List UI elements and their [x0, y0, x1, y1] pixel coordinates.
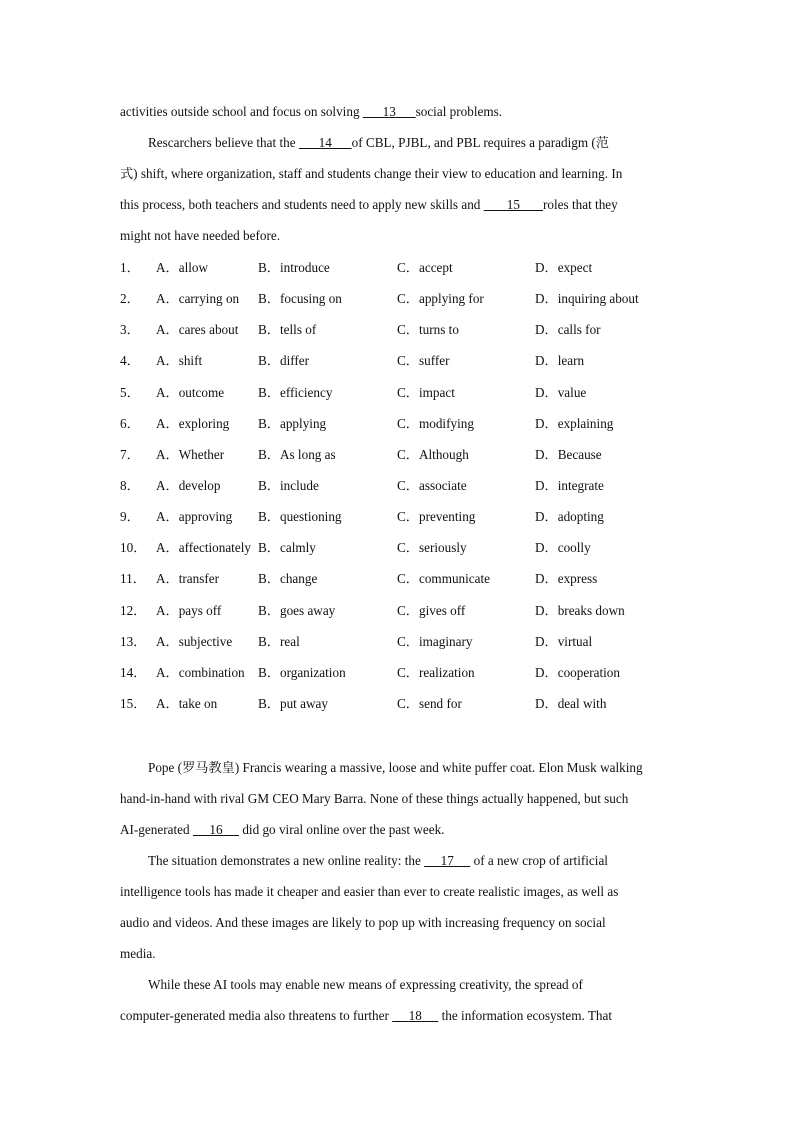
question-row — [120, 415, 680, 433]
passage2-line-5 — [120, 883, 680, 901]
question-row — [120, 384, 680, 402]
question-row — [120, 321, 680, 339]
option-c: C．associate — [397, 478, 467, 493]
option-c: C．seriously — [397, 540, 467, 556]
option-c: C．suffer — [397, 353, 450, 369]
option-d: D．expect — [535, 260, 593, 275]
text-segment: hand-in-hand with rival GM CEO Mary Barra. None of these things actually happened, but such — [120, 791, 629, 806]
option-d: D．cooperation — [535, 664, 620, 680]
option-a: A．allow — [156, 260, 209, 275]
option-b: B．calmly — [258, 540, 316, 556]
option-d: D．calls for — [535, 322, 601, 338]
passage2-line-9 — [120, 1007, 680, 1025]
option-a: A．outcome — [156, 384, 225, 400]
option-d: D．learn — [535, 353, 585, 369]
question-number: 13． — [120, 633, 147, 649]
option-c: C．preventing — [397, 509, 476, 525]
question-number: 10． — [120, 540, 147, 556]
option-b: B．change — [258, 571, 318, 587]
option-d: D．inquiring about — [535, 291, 639, 307]
option-b: B．include — [258, 478, 319, 493]
blank-14: 14 — [318, 135, 332, 150]
option-c: C．impact — [397, 384, 455, 400]
option-b: B．real — [258, 633, 300, 649]
text-segment: the information ecosystem. That — [441, 1008, 613, 1023]
option-b: B．organization — [258, 664, 346, 680]
passage1-line-2 — [148, 134, 708, 152]
passage2-line-1 — [148, 759, 708, 777]
question-row — [120, 570, 680, 588]
text-segment: did go viral online over the past week. — [242, 822, 445, 837]
question-number: 9． — [120, 509, 140, 525]
question-row — [120, 290, 680, 308]
option-c: C．accept — [397, 260, 453, 275]
passage2-line-4 — [148, 852, 708, 870]
option-c: C．Although — [397, 446, 469, 462]
option-c: C．gives off — [397, 602, 466, 618]
option-b: B．questioning — [258, 509, 342, 525]
question-number: 3． — [120, 322, 140, 338]
option-a: A．cares about — [156, 322, 239, 338]
text-segment: AI-generated — [120, 822, 190, 837]
option-c: C．turns to — [397, 322, 459, 338]
text-segment: roles that they — [543, 197, 618, 212]
passage2-line-3 — [120, 821, 680, 839]
question-number: 5． — [120, 384, 140, 400]
passage1-line-1 — [120, 103, 680, 121]
option-a: A．take on — [156, 696, 218, 711]
option-a: A．pays off — [156, 602, 222, 618]
option-a: A．affectionately — [156, 540, 251, 556]
question-row — [120, 259, 680, 277]
option-b: B．introduce — [258, 260, 330, 275]
question-number: 15． — [120, 696, 147, 711]
text-segment: of a new crop of artificial — [473, 853, 608, 868]
passage2-line-8 — [148, 976, 708, 994]
passage1-line-5 — [120, 227, 680, 245]
text-segment: of CBL, PJBL, and PBL requires a paradigm (范 — [351, 135, 609, 150]
passage2-line-2 — [120, 790, 680, 808]
option-a: A．exploring — [156, 415, 230, 431]
blank-17: 17 — [440, 853, 454, 868]
option-c: C．realization — [397, 664, 475, 680]
option-a: A．combination — [156, 664, 245, 680]
option-d: D．value — [535, 384, 587, 400]
blank-13: 13 — [382, 104, 396, 119]
question-row — [120, 508, 680, 526]
question-number: 11． — [120, 571, 146, 587]
option-b: B．differ — [258, 353, 310, 369]
question-row — [120, 446, 680, 464]
option-b: B．tells of — [258, 322, 317, 338]
question-number: 1． — [120, 260, 140, 275]
passage1-line-4 — [120, 196, 680, 214]
text-segment: While these AI tools may enable new means of expressing creativity, the spread of — [148, 977, 583, 992]
text-segment: computer-generated media also threatens to further — [120, 1008, 389, 1023]
option-c: C．communicate — [397, 571, 491, 587]
option-d: D．breaks down — [535, 602, 625, 618]
option-a: A．Whether — [156, 446, 225, 462]
option-b: B．efficiency — [258, 384, 333, 400]
option-d: D．explaining — [535, 415, 614, 431]
option-c: C．applying for — [397, 291, 484, 307]
text-segment: intelligence tools has made it cheaper and easier than ever to create realistic images, as well as — [120, 884, 619, 899]
option-d: D．Because — [535, 446, 602, 462]
option-a: A．develop — [156, 478, 221, 493]
option-b: B．applying — [258, 415, 327, 431]
text-segment: Rescarchers believe that the — [148, 135, 296, 150]
text-segment: activities outside school and focus on solving — [120, 104, 360, 119]
option-a: A．carrying on — [156, 291, 240, 307]
question-number: 8． — [120, 478, 140, 493]
text-segment: audio and videos. And these images are likely to pop up with increasing frequency on social — [120, 915, 606, 930]
question-row — [120, 664, 680, 682]
text-segment: media. — [120, 946, 156, 961]
option-d: D．coolly — [535, 540, 591, 556]
text-segment: might not have needed before. — [120, 228, 281, 243]
blank-18: 18 — [408, 1008, 422, 1023]
option-a: A．subjective — [156, 633, 233, 649]
question-row — [120, 539, 680, 557]
question-number: 2． — [120, 291, 140, 307]
text-segment: 式) shift, where organization, staff and students change their view to education and learning. In — [120, 166, 623, 181]
option-c: C．send for — [397, 696, 462, 711]
option-b: B．focusing on — [258, 291, 342, 307]
option-d: D．adopting — [535, 509, 604, 525]
option-a: A．transfer — [156, 571, 219, 587]
option-b: B．put away — [258, 696, 328, 711]
option-d: D．virtual — [535, 633, 593, 649]
question-number: 4． — [120, 353, 140, 369]
text-segment: this process, both teachers and students need to apply new skills and — [120, 197, 481, 212]
question-row — [120, 695, 680, 713]
passage2-line-6 — [120, 914, 680, 932]
question-number: 12． — [120, 602, 147, 618]
question-row — [120, 633, 680, 651]
blank-15: 15 — [506, 197, 520, 212]
option-b: B．goes away — [258, 602, 336, 618]
option-c: C．modifying — [397, 415, 474, 431]
text-segment: social problems. — [415, 104, 503, 119]
option-b: B．As long as — [258, 446, 336, 462]
question-row — [120, 477, 680, 495]
passage2-line-7 — [120, 945, 680, 963]
option-a: A．shift — [156, 353, 203, 369]
passage1-line-3 — [120, 165, 680, 183]
text-segment: Pope (罗马教皇) Francis wearing a massive, loose and white puffer coat. Elon Musk walking — [148, 760, 643, 775]
question-number: 14． — [120, 664, 147, 680]
text-segment: The situation demonstrates a new online reality: the — [148, 853, 421, 868]
blank-16: 16 — [209, 822, 223, 837]
question-number: 7． — [120, 446, 140, 462]
option-d: D．deal with — [535, 696, 607, 711]
option-d: D．integrate — [535, 478, 604, 493]
question-number: 6． — [120, 415, 140, 431]
option-a: A．approving — [156, 509, 233, 525]
question-row — [120, 352, 680, 370]
option-c: C．imaginary — [397, 633, 473, 649]
question-row — [120, 602, 680, 620]
option-d: D．express — [535, 571, 598, 587]
